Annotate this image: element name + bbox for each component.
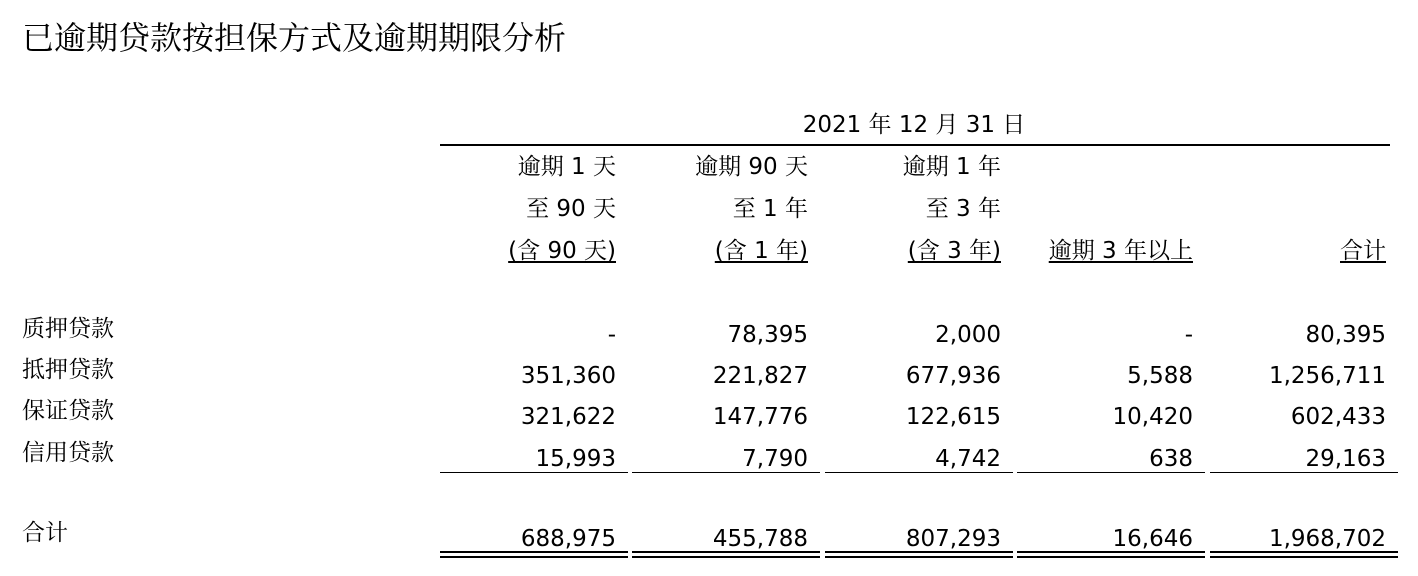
- table-cell: 29,163: [1305, 446, 1386, 472]
- total-cell: 16,646: [1112, 526, 1193, 552]
- subtotal-rule: [825, 472, 1013, 473]
- column-header-line3: (含 1 年): [714, 238, 808, 264]
- subtotal-rule: [632, 472, 820, 473]
- table-cell: 4,742: [935, 446, 1001, 472]
- table-cell: 147,776: [712, 404, 808, 430]
- column-header-line3: (含 90 天): [508, 238, 616, 264]
- column-header-line1: 逾期 1 年: [902, 154, 1001, 180]
- table-cell: 10,420: [1112, 404, 1193, 430]
- column-overdue-90-days-1-year: [622, 0, 812, 576]
- table-cell: 15,993: [535, 446, 616, 472]
- total-cell: 688,975: [520, 526, 616, 552]
- column-overdue-over-3-years: [1007, 0, 1197, 576]
- table-cell: -: [607, 322, 616, 348]
- page-title: 已逾期贷款按担保方式及逾期期限分析: [22, 19, 567, 57]
- total-double-rule: [1210, 551, 1398, 558]
- total-double-rule: [440, 551, 628, 558]
- table-cell: 5,588: [1127, 363, 1193, 389]
- column-header-line2: 至 3 年: [925, 196, 1001, 222]
- subtotal-rule: [1017, 472, 1205, 473]
- row-label-mortgage-loans: 抵押贷款: [22, 357, 114, 383]
- table-cell: 1,256,711: [1268, 363, 1386, 389]
- table-cell: 78,395: [727, 322, 808, 348]
- column-header-line1: 逾期 90 天: [695, 154, 808, 180]
- table-cell: 80,395: [1305, 322, 1386, 348]
- table-cell: 122,615: [905, 404, 1001, 430]
- row-label-guaranteed-loans: 保证贷款: [22, 398, 114, 424]
- total-double-rule: [1017, 551, 1205, 558]
- table-cell: 351,360: [520, 363, 616, 389]
- total-cell: 455,788: [712, 526, 808, 552]
- total-double-rule: [632, 551, 820, 558]
- subtotal-rule: [1210, 472, 1398, 473]
- row-label-total: 合计: [22, 520, 68, 546]
- column-header-line2: 至 90 天: [526, 196, 616, 222]
- table-cell: 2,000: [935, 322, 1001, 348]
- total-cell: 807,293: [905, 526, 1001, 552]
- table-cell: -: [1184, 322, 1193, 348]
- total-double-rule: [825, 551, 1013, 558]
- table-cell: 677,936: [905, 363, 1001, 389]
- row-label-credit-loans: 信用贷款: [22, 440, 114, 466]
- column-header-line1: 逾期 1 天: [517, 154, 616, 180]
- column-overdue-1-90-days: [430, 0, 620, 576]
- row-label-pledged-loans: 质押贷款: [22, 316, 114, 342]
- table-cell: 321,622: [520, 404, 616, 430]
- column-header-line3: 合计: [1340, 238, 1386, 264]
- table-cell: 221,827: [712, 363, 808, 389]
- subtotal-rule: [440, 472, 628, 473]
- column-header-line3: 逾期 3 年以上: [1048, 238, 1193, 264]
- column-total: [1200, 0, 1390, 576]
- table-cell: 602,433: [1290, 404, 1386, 430]
- column-overdue-1-3-years: [815, 0, 1005, 576]
- table-cell: 7,790: [742, 446, 808, 472]
- column-header-line3: (含 3 年): [907, 238, 1001, 264]
- table-cell: 638: [1149, 446, 1193, 472]
- total-cell: 1,968,702: [1268, 526, 1386, 552]
- column-header-line2: 至 1 年: [732, 196, 808, 222]
- period-header: 2021 年 12 月 31 日: [802, 112, 1026, 138]
